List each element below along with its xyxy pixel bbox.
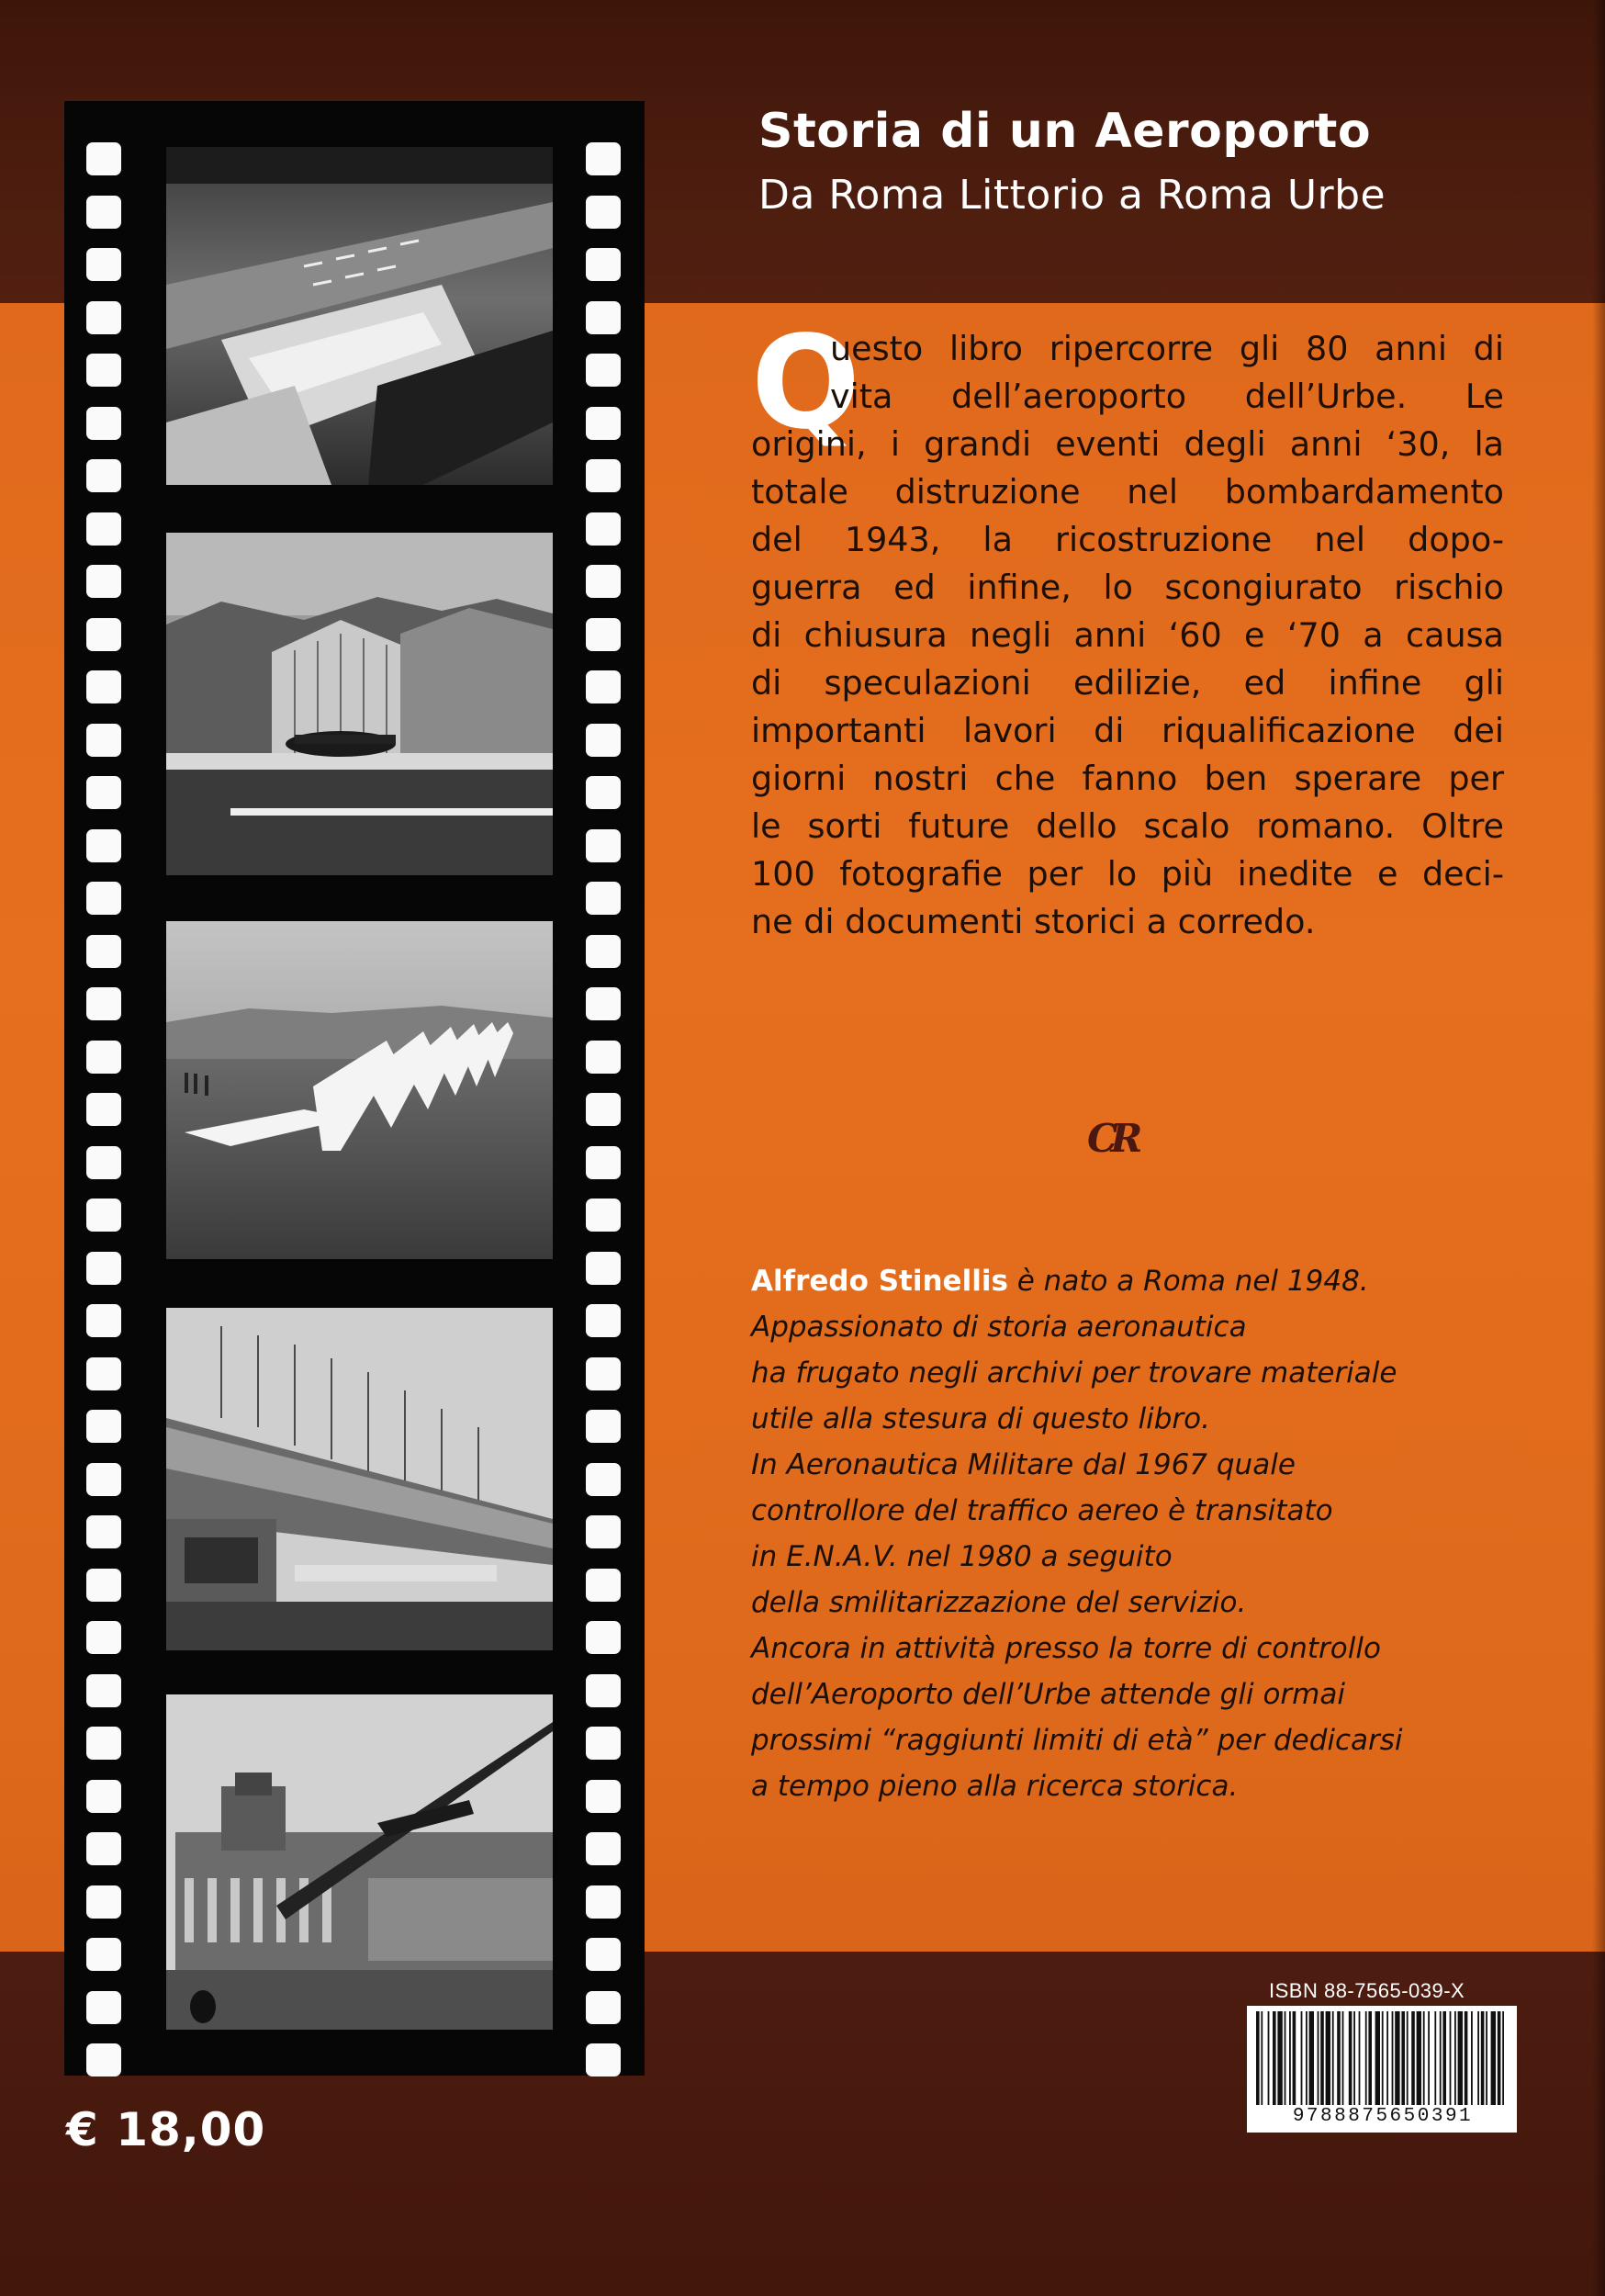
bio-line: ha frugato negli archivi per trovare materiale bbox=[751, 1356, 1397, 1390]
bio-line: in E.N.A.V. nel 1980 a seguito bbox=[751, 1540, 1173, 1573]
sprocket-hole bbox=[86, 1885, 121, 1919]
blurb-line: di speculazioni edilizie, ed infine gli bbox=[751, 663, 1504, 703]
sprocket-hole bbox=[86, 248, 121, 281]
sprocket-hole bbox=[86, 2043, 121, 2077]
sprocket-hole bbox=[586, 512, 621, 546]
sprocket-hole bbox=[86, 882, 121, 915]
bio-first-line bbox=[751, 1267, 1369, 1296]
grandstand-photo bbox=[166, 1308, 553, 1650]
sprocket-hole bbox=[586, 1515, 621, 1548]
sprocket-hole bbox=[586, 196, 621, 229]
bio-line: utile alla stesura di questo libro. bbox=[751, 1402, 1210, 1435]
sprocket-hole bbox=[86, 1832, 121, 1865]
blurb-line: giorni nostri che fanno ben sperare per bbox=[751, 759, 1504, 798]
bio-line: a tempo pieno alla ricerca storica. bbox=[751, 1770, 1239, 1803]
sprocket-hole bbox=[86, 1041, 121, 1074]
sprocket-hole bbox=[86, 1621, 121, 1654]
sprocket-hole bbox=[586, 670, 621, 703]
sprocket-hole bbox=[86, 459, 121, 492]
bio-line: prossimi “raggiunti limiti di età” per dedicarsi bbox=[751, 1724, 1403, 1757]
blurb-paragraph bbox=[751, 309, 1504, 1038]
blurb-line: le sorti future dello scalo romano. Oltre bbox=[751, 806, 1504, 846]
sprocket-hole bbox=[586, 618, 621, 651]
blurb-line: vita dell’aeroporto dell’Urbe. Le bbox=[830, 377, 1504, 416]
drop-cap-letter: Q bbox=[751, 309, 861, 458]
sprocket-hole bbox=[86, 1252, 121, 1285]
sprocket-hole bbox=[586, 1410, 621, 1443]
price-label: € 18,00 bbox=[66, 2103, 266, 2156]
author-name: Alfredo Stinellis bbox=[751, 1265, 1008, 1298]
sprocket-hole bbox=[586, 1991, 621, 2024]
sprocket-hole bbox=[86, 1304, 121, 1337]
sprocket-hole bbox=[86, 1674, 121, 1707]
sprocket-hole bbox=[86, 1146, 121, 1179]
sprocket-hole bbox=[86, 512, 121, 546]
sprocket-hole bbox=[586, 1304, 621, 1337]
sprocket-hole bbox=[86, 1357, 121, 1390]
sprocket-hole bbox=[86, 142, 121, 175]
sprocket-hole bbox=[86, 618, 121, 651]
sprocket-hole bbox=[586, 1674, 621, 1707]
blurb-line: origini, i grandi eventi degli anni ‘30, la bbox=[751, 424, 1504, 464]
sprocket-hole bbox=[86, 301, 121, 334]
blurb-line: del 1943, la ricostruzione nel dopo- bbox=[751, 520, 1504, 559]
sprocket-hole bbox=[586, 935, 621, 968]
sprocket-hole bbox=[586, 724, 621, 757]
sprocket-hole bbox=[586, 1146, 621, 1179]
sprocket-hole bbox=[586, 1569, 621, 1602]
sprocket-hole bbox=[86, 1780, 121, 1813]
sprocket-hole bbox=[86, 935, 121, 968]
sprocket-hole bbox=[586, 776, 621, 809]
sprocket-hole bbox=[586, 1885, 621, 1919]
bio-first-text: è nato a Roma nel 1948. bbox=[1007, 1265, 1369, 1298]
sprocket-hole bbox=[586, 1832, 621, 1865]
sprocket-hole bbox=[586, 1357, 621, 1390]
sprocket-hole bbox=[86, 776, 121, 809]
ornament-icon: CR bbox=[1087, 1116, 1136, 1161]
sprocket-column-right bbox=[586, 101, 623, 2076]
bio-line: controllore del traffico aereo è transitato bbox=[751, 1494, 1333, 1527]
blurb-line: importanti lavori di riqualificazione dei bbox=[751, 711, 1504, 750]
sprocket-hole bbox=[586, 301, 621, 334]
sprocket-hole bbox=[586, 1252, 621, 1285]
bio-line: dell’Aeroporto dell’Urbe attende gli ormai bbox=[751, 1678, 1345, 1711]
book-subtitle: Da Roma Littorio a Roma Urbe bbox=[758, 172, 1386, 219]
sprocket-hole bbox=[86, 829, 121, 862]
sprocket-column-left bbox=[86, 101, 123, 2076]
sprocket-hole bbox=[586, 1093, 621, 1126]
sprocket-hole bbox=[86, 1569, 121, 1602]
bio-line: In Aeronautica Militare dal 1967 quale bbox=[751, 1448, 1296, 1481]
sprocket-hole bbox=[586, 459, 621, 492]
sprocket-hole bbox=[586, 354, 621, 387]
sprocket-hole bbox=[586, 1041, 621, 1074]
bio-line: della smilitarizzazione del servizio. bbox=[751, 1586, 1247, 1619]
sprocket-hole bbox=[586, 2043, 621, 2077]
gliders-photo bbox=[166, 921, 553, 1259]
sprocket-hole bbox=[86, 1515, 121, 1548]
sprocket-hole bbox=[586, 142, 621, 175]
barcode-digits: 9788875650391 bbox=[1256, 2105, 1510, 2126]
biplane-flyover-photo bbox=[166, 1694, 553, 2030]
sprocket-hole bbox=[586, 882, 621, 915]
sprocket-hole bbox=[586, 1938, 621, 1971]
book-title: Storia di un Aeroporto bbox=[758, 104, 1372, 159]
isbn-label: ISBN 88-7565-039-X bbox=[1269, 1979, 1465, 2002]
sprocket-hole bbox=[86, 1463, 121, 1496]
hangar-photo bbox=[166, 533, 553, 875]
sprocket-hole bbox=[86, 1938, 121, 1971]
blurb-line: 100 fotografie per lo più inedite e deci- bbox=[751, 854, 1504, 894]
blurb-line: di chiusura negli anni ‘60 e ‘70 a causa bbox=[751, 615, 1504, 655]
blurb-line: guerra ed infine, lo scongiurato rischio bbox=[751, 568, 1504, 607]
aerial-airport-photo bbox=[166, 147, 553, 485]
sprocket-hole bbox=[586, 407, 621, 440]
sprocket-hole bbox=[586, 1727, 621, 1760]
sprocket-hole bbox=[586, 248, 621, 281]
cover-edge-shadow bbox=[1592, 0, 1605, 2296]
sprocket-hole bbox=[86, 1727, 121, 1760]
sprocket-hole bbox=[586, 1463, 621, 1496]
sprocket-hole bbox=[86, 1410, 121, 1443]
blurb-line: ne di documenti storici a corredo. bbox=[751, 902, 1316, 941]
blurb-line: totale distruzione nel bombardamento bbox=[751, 472, 1504, 512]
sprocket-hole bbox=[586, 1199, 621, 1232]
sprocket-hole bbox=[86, 354, 121, 387]
sprocket-hole bbox=[86, 1991, 121, 2024]
sprocket-hole bbox=[86, 196, 121, 229]
film-strip bbox=[64, 101, 645, 2076]
sprocket-hole bbox=[586, 565, 621, 598]
sprocket-hole bbox=[86, 670, 121, 703]
sprocket-hole bbox=[86, 724, 121, 757]
sprocket-hole bbox=[86, 1093, 121, 1126]
blurb-line: uesto libro ripercorre gli 80 anni di bbox=[830, 329, 1504, 368]
sprocket-hole bbox=[86, 987, 121, 1020]
sprocket-hole bbox=[86, 1199, 121, 1232]
sprocket-hole bbox=[86, 407, 121, 440]
sprocket-hole bbox=[586, 1780, 621, 1813]
sprocket-hole bbox=[86, 565, 121, 598]
sprocket-hole bbox=[586, 1621, 621, 1654]
bio-line: Appassionato di storia aeronautica bbox=[751, 1311, 1247, 1344]
bio-line: Ancora in attività presso la torre di controllo bbox=[751, 1632, 1381, 1665]
sprocket-hole bbox=[586, 987, 621, 1020]
sprocket-hole bbox=[586, 829, 621, 862]
